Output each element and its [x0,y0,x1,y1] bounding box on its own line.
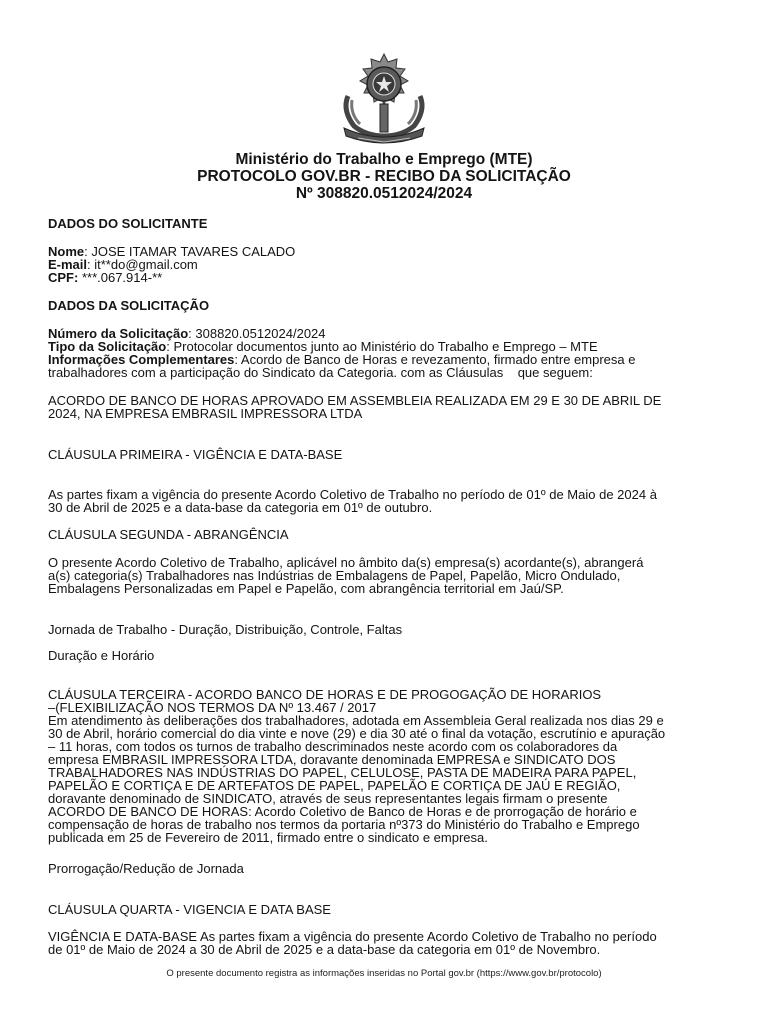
tipo-value: : Protocolar documentos junto ao Ministério do Trabalho e Emprego – MTE [166,339,598,354]
clausula4-line-2: de 01º de Maio de 2024 a 30 de Abril de 2025 e a data-base da categoria em 01º de Novembro. [48,942,601,957]
clausula2-line-2: a(s) categoria(s) Trabalhadores nas Indústrias de Embalagens de Papel, Papelão, Micro Ondulado, [48,568,621,583]
info-label: Informações Complementares [48,352,235,367]
clausula3-line: compensação de horas de trabalho nos termos da portaria nº373 do Ministério do Trabalho e Emprego [48,817,640,832]
protocol-number: Nº 308820.0512024/2024 [295,185,473,202]
solicitante-heading: DADOS DO SOLICITANTE [48,216,208,231]
clausula3-title-2: –(FLEXIBILIZAÇÃO NOS TERMOS DA Nº 13.467 / 2017 [48,700,377,715]
cpf-label: CPF: [48,270,79,285]
brazil-coat-of-arms-icon [328,52,440,146]
acordo-line-1: ACORDO DE BANCO DE HORAS APROVADO EM ASSEMBLEIA REALIZADA EM 29 E 30 DE ABRIL DE [48,393,662,408]
clausula1-line-2: 30 de Abril de 2025 e a data-base da categoria em 01º de outubro. [48,500,433,515]
duracao-heading: Duração e Horário [48,648,155,663]
protocol-title: PROTOCOLO GOV.BR - RECIBO DA SOLICITAÇÃO [197,168,571,185]
numero-value: : 308820.0512024/2024 [188,326,326,341]
clausula3-line: doravante denominado de SINDICATO, através de seus representantes legais firmam o presente [48,791,608,806]
clausula1-title: CLÁUSULA PRIMEIRA - VIGÊNCIA E DATA-BASE [48,447,343,462]
footer-note: O presente documento registra as informações inseridas no Portal gov.br (https://www.gov.br/protocolo) [166,968,602,979]
nome-label: Nome [48,244,85,259]
clausula4-title: CLÁUSULA QUARTA - VIGENCIA E DATA BASE [48,902,331,917]
clausula3-line: PAPELÃO E CORTIÇA E DE ARTEFATOS DE PAPEL, PAPELÃO E CORTIÇA DE JAÚ E REGIÃO, [48,778,621,793]
info-line-2: trabalhadores com a participação do Sindicato da Categoria. com as Cláusulas que seguem: [48,365,593,380]
cpf-line [48,271,728,284]
clausula1-line-1: As partes fixam a vigência do presente Acordo Coletivo de Trabalho no período de 01º de Maio de 2024 à [48,487,657,502]
ministry-title: Ministério do Trabalho e Emprego (MTE) [235,151,533,168]
nome-value: : JOSE ITAMAR TAVARES CALADO [84,244,296,259]
clausula3-line: – 11 horas, com todos os turnos de trabalho descriminados neste acordo com os colaboradores da [48,739,618,754]
clausula3-line: empresa EMBRASIL IMPRESSORA LTDA, doravante denominada EMPRESA e SINDICATO DOS [48,752,616,767]
email-value: : it**do@gmail.com [87,257,198,272]
clausula3-line: 30 de Abril, horário comercial do dia vinte e nove (29) e dia 30 até o final da votação, escrutínio e apuração [48,726,666,741]
numero-label: Número da Solicitação [48,326,189,341]
clausula2-line-1: O presente Acordo Coletivo de Trabalho, aplicável no âmbito da(s) empresa(s) acordante(s), abrangerá [48,555,644,570]
clausula2-line-3: Embalagens Personalizadas em Papel e Papelão, com abrangência territorial em Jaú/SP. [48,581,564,596]
info-value: : Acordo de Banco de Horas e revezamento, firmado entre empresa e [234,352,636,367]
prorrogacao-heading: Prorrogação/Redução de Jornada [48,861,244,876]
email-label: E-mail [48,257,88,272]
clausula3-line: ACORDO DE BANCO DE HORAS: Acordo Coletivo de Banco de Horas e de prorrogação de horário e [48,804,637,819]
clausula3-line: TRABALHADORES NAS INDÚSTRIAS DO PAPEL, CELULOSE, PASTA DE MADEIRA PARA PAPEL, [48,765,637,780]
jornada-heading: Jornada de Trabalho - Duração, Distribuição, Controle, Faltas [48,622,403,637]
tipo-label: Tipo da Solicitação [48,339,167,354]
solicitacao-heading: DADOS DA SOLICITAÇÃO [48,298,210,313]
clausula4-line-1: VIGÊNCIA E DATA-BASE As partes fixam a vigência do presente Acordo Coletivo de Trabalho no período [48,929,657,944]
cpf-value: ***.067.914-** [78,270,163,285]
acordo-line-2: 2024, NA EMPRESA EMBRASIL IMPRESSORA LTDA [48,406,363,421]
clausula3-line: publicada em 25 de Fevereiro de 2011, firmado entre o sindicato e empresa. [48,830,488,845]
clausula3-line: Em atendimento às deliberações dos trabalhadores, adotada em Assembleia Geral realizada nos dias 29 e [48,713,664,728]
clausula2-title: CLÁUSULA SEGUNDA - ABRANGÊNCIA [48,527,289,542]
clausula3-title-1: CLÁUSULA TERCEIRA - ACORDO BANCO DE HORAS E DE PROGOGAÇÃO DE HORARIOS [48,687,602,702]
